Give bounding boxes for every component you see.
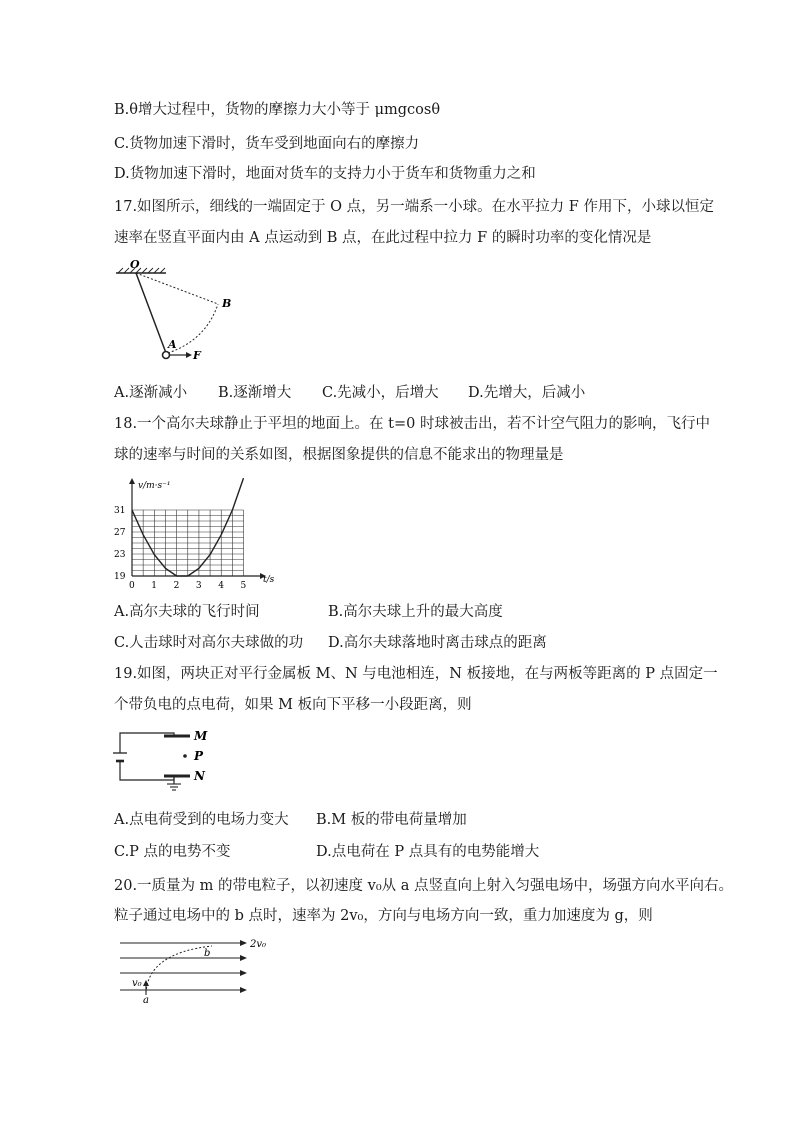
q16-option-d: D.货物加速下滑时，地面对货车的支持力小于货车和货物重力之和	[114, 166, 536, 182]
label-v0: v₀	[132, 978, 142, 989]
q18-chart	[112, 476, 282, 592]
q20-field-figure	[114, 935, 284, 1005]
field-arrowheads	[240, 940, 247, 993]
label-a: A	[168, 338, 177, 351]
x-tick-label: 3	[195, 581, 202, 591]
q17-figure	[110, 258, 250, 368]
q17-option-d: D.先增大，后减小	[468, 385, 586, 401]
force-arrowhead	[186, 352, 192, 358]
y-tick-label: 23	[114, 550, 126, 560]
label-2v0: 2v₀	[250, 939, 267, 950]
x-tick-label: 0	[129, 581, 135, 591]
y-axis-label: v/m·s⁻¹	[138, 481, 171, 491]
q18-option-a: A.高尔夫球的飞行时间	[114, 604, 260, 620]
q18-stem-line2: 球的速率与时间的关系如图，根据图象提供的信息不能求出的物理量是	[114, 447, 564, 463]
label-a: a	[143, 995, 149, 1005]
q17-option-c: C.先减小，后增大	[322, 385, 439, 401]
q17-option-a: A.逐渐减小	[114, 385, 188, 401]
q18-option-c: C.人击球时对高尔夫球做的功	[114, 635, 304, 651]
x-tick-label: 4	[218, 581, 224, 591]
y-axis-arrowhead	[129, 478, 135, 484]
chart-grid	[132, 510, 244, 576]
label-b: b	[204, 948, 211, 959]
ball	[163, 352, 170, 359]
q17-stem-line1: 17.如图所示，细线的一端固定于 O 点，另一端系一小球。在水平拉力 F 作用下，小球以恒定	[114, 199, 714, 215]
string-to-b	[136, 273, 218, 304]
q19-stem-line2: 个带负电的点电荷，如果 M 板向下平移一小段距离，则	[114, 697, 472, 713]
label-n: N	[194, 769, 205, 783]
x-tick-label: 1	[151, 581, 158, 591]
q20-stem-line2: 粒子通过电场中的 b 点时，速率为 2v₀，方向与电场方向一致，重力加速度为 g，则	[114, 908, 653, 924]
q19-stem-line1: 19.如图，两块正对平行金属板 M、N 与电池相连，N 板接地，在与两板等距离的 P 点固定一	[114, 666, 718, 682]
q17-stem-line2: 速率在竖直平面内由 A 点运动到 B 点，在此过程中拉力 F 的瞬时功率的变化情况是	[114, 230, 652, 246]
label-m: M	[194, 729, 208, 743]
label-f: F	[193, 349, 201, 362]
trajectory	[146, 946, 212, 993]
y-tick-label: 19	[114, 572, 126, 582]
x-tick-label: 2	[173, 581, 180, 591]
q16-option-c: C.货物加速下滑时，货车受到地面向右的摩擦力	[114, 136, 420, 152]
label-o: O	[130, 258, 140, 271]
chart-axes	[129, 478, 266, 579]
q19-circuit	[112, 724, 222, 796]
point-p	[183, 754, 187, 758]
q18-stem-line1: 18.一个高尔夫球静止于平坦的地面上。在 t=0 时球被击出，若不计空气阻力的影响，飞行中	[114, 416, 710, 432]
q20-stem-line1: 20.一质量为 m 的带电粒子，以初速度 v₀从 a 点竖直向上射入匀强电场中，场强方向水平向右。	[114, 878, 734, 894]
q18-option-b: B.高尔夫球上升的最大高度	[328, 604, 503, 620]
q19-option-c: C.P 点的电势不变	[114, 844, 231, 860]
x-tick-label: 5	[240, 581, 247, 591]
q16-option-b: B.θ增大过程中，货物的摩擦力大小等于 μmgcosθ	[114, 102, 441, 118]
label-p: P	[194, 749, 204, 763]
y-tick-label: 27	[114, 528, 126, 538]
q17-option-b: B.逐渐增大	[218, 385, 292, 401]
string-to-a	[136, 273, 166, 353]
q19-option-a: A.点电荷受到的电场力变大	[114, 812, 289, 828]
q18-option-d: D.高尔夫球落地时离击球点的距离	[328, 635, 547, 651]
y-tick-label: 31	[114, 506, 126, 516]
q19-option-d: D.点电荷在 P 点具有的电势能增大	[316, 844, 540, 860]
x-axis-label: t/s	[263, 575, 275, 585]
label-b: B	[222, 297, 232, 310]
q19-option-b: B.M 板的带电荷量增加	[316, 812, 467, 828]
